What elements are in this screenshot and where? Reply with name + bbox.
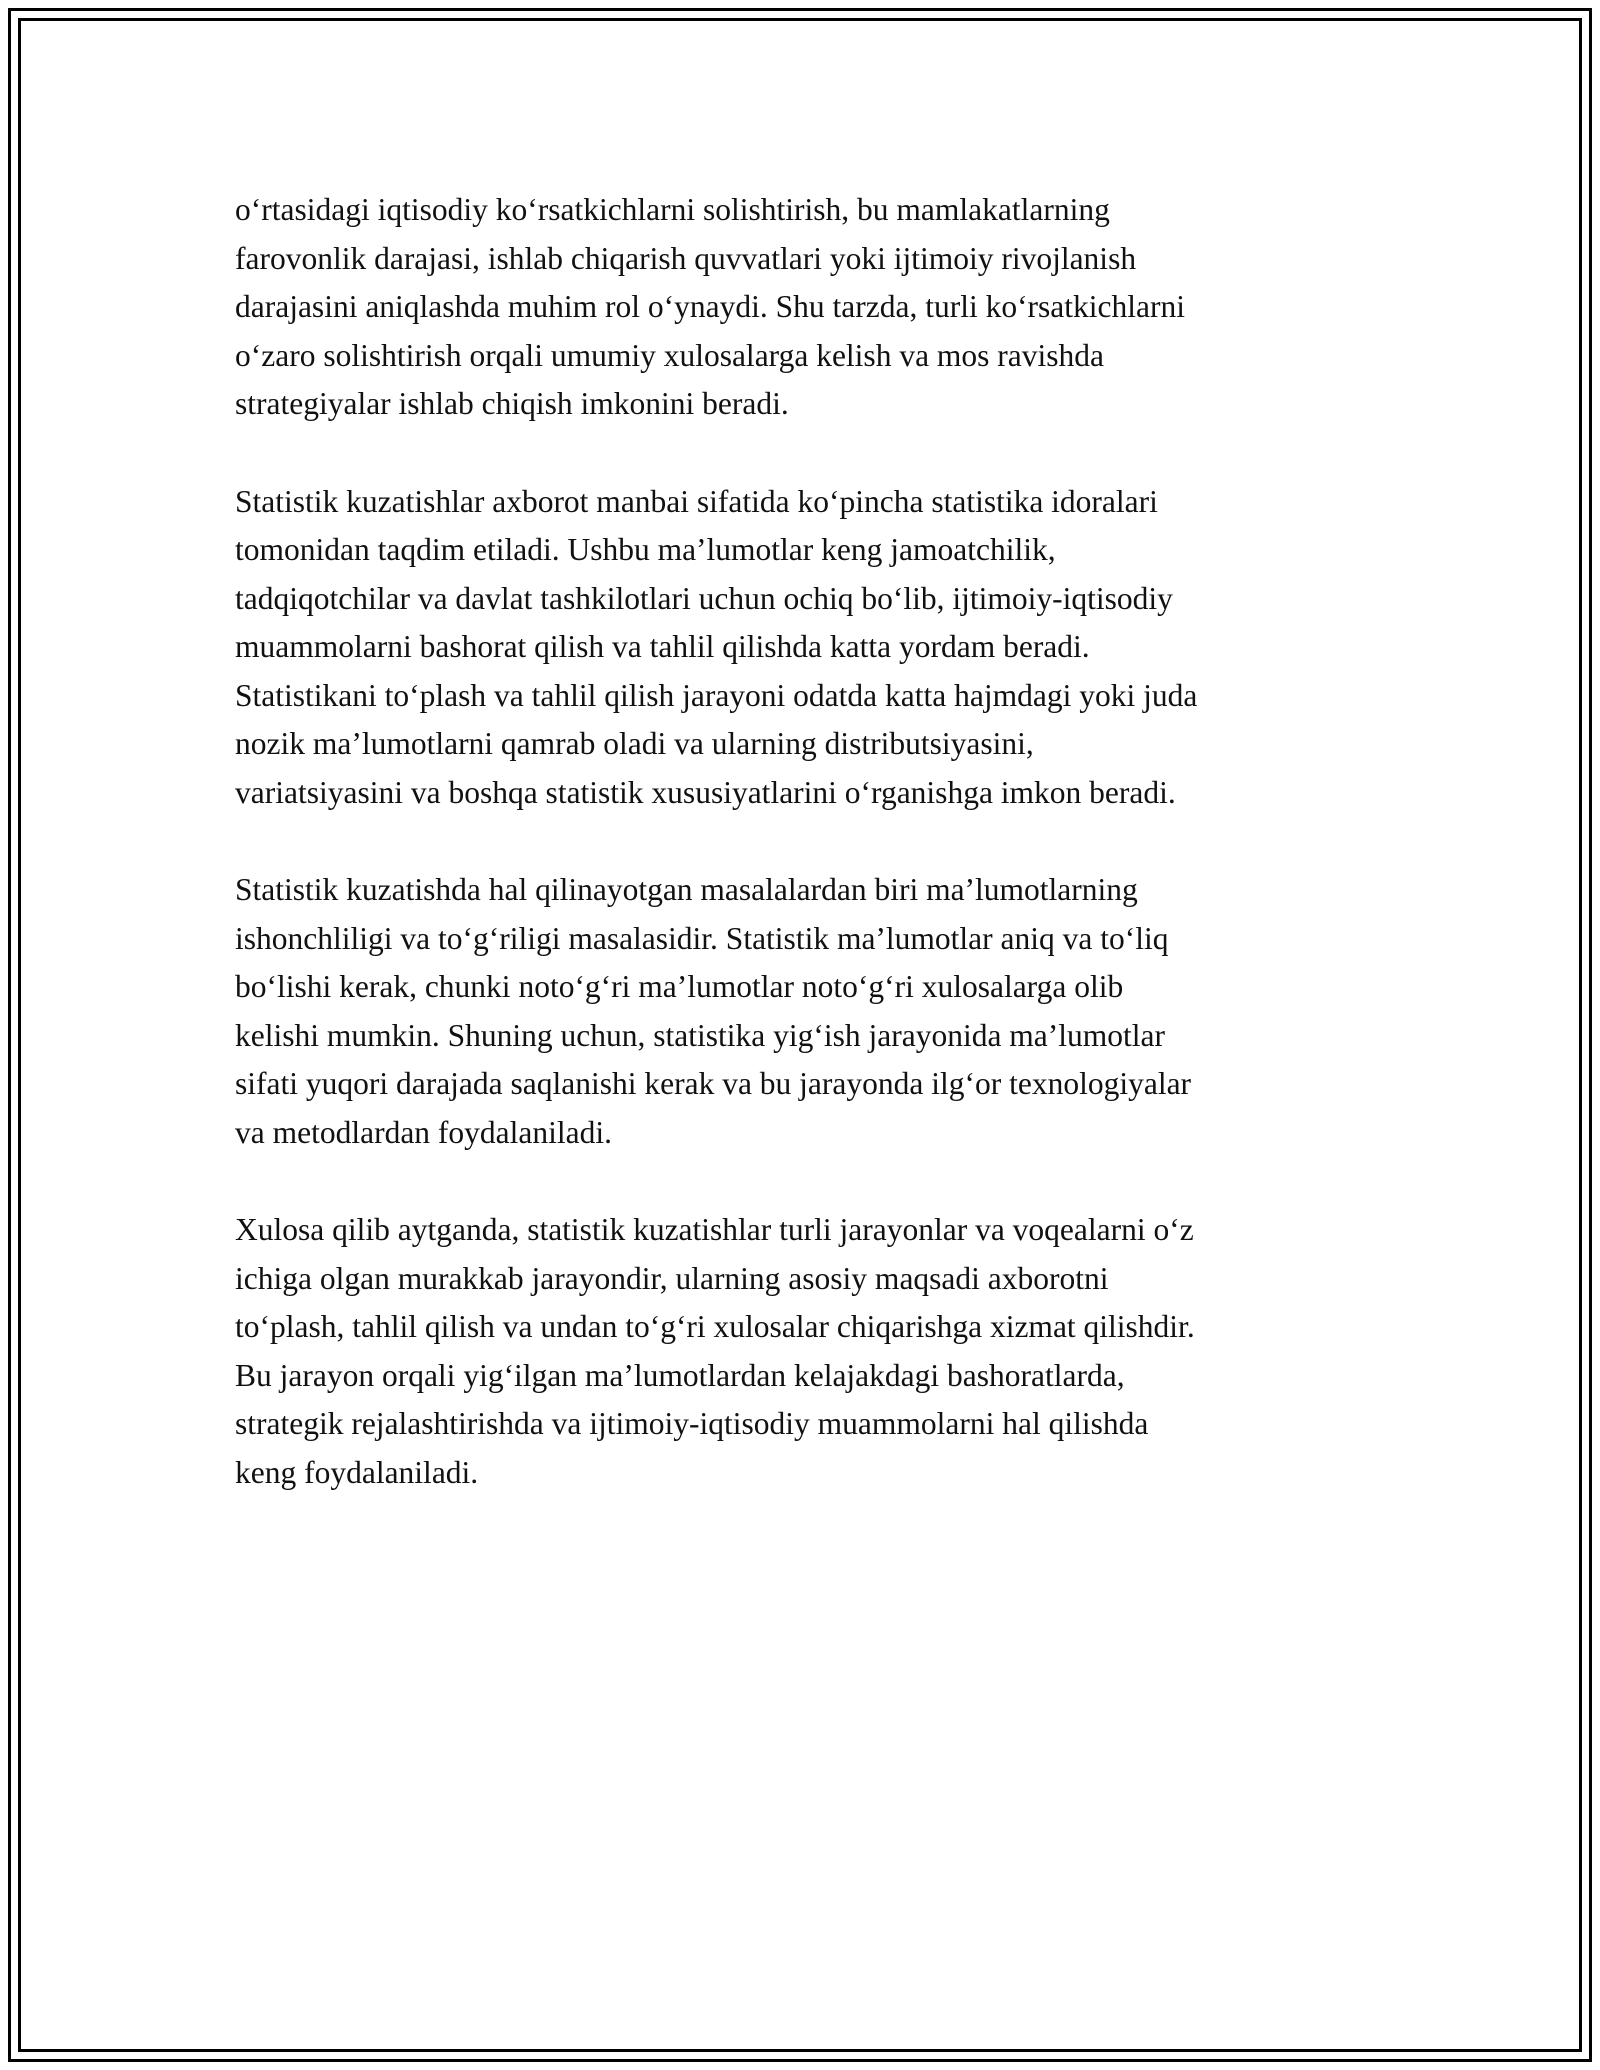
text-line: tomonidan taqdim etiladi. Ushbu ma’lumotlar keng jamoatchilik,	[235, 532, 1056, 567]
paragraph-4	[235, 1206, 1365, 1497]
text-line: strategik rejalashtirishda va ijtimoiy-iqtisodiy muammolarni hal qilishda	[235, 1406, 1149, 1441]
text-line: va metodlardan foydalaniladi.	[235, 1114, 612, 1150]
text-line: keng foydalaniladi.	[235, 1454, 479, 1490]
text-line: darajasini aniqlashda muhim rol o‘ynaydi. Shu tarzda, turli ko‘rsatkichlarni	[235, 289, 1185, 324]
text-line: tadqiqotchilar va davlat tashkilotlari uchun ochiq bo‘lib, ijtimoiy-iqtisodiy	[235, 580, 1173, 616]
text-line: ishonchliligi va to‘g‘riligi masalasidir. Statistik ma’lumotlar aniq va to‘liq	[235, 920, 1169, 956]
text-line: muammolarni bashorat qilish va tahlil qilishda katta yordam beradi.	[235, 629, 1090, 664]
paragraph-1	[235, 186, 1365, 429]
paragraph-3	[235, 866, 1365, 1157]
text-line: Statistikani to‘plash va tahlil qilish jarayoni odatda katta hajmdagi yoki juda	[235, 677, 1198, 713]
text-line: o‘rtasidagi iqtisodiy ko‘rsatkichlarni solishtirish, bu mamlakatlarning	[235, 192, 1110, 227]
text-line: Bu jarayon orqali yig‘ilgan ma’lumotlardan kelajakdagi bashoratlarda,	[235, 1357, 1125, 1393]
text-line: farovonlik darajasi, ishlab chiqarish quvvatlari yoki ijtimoiy rivojlanish	[235, 240, 1137, 276]
text-line: o‘zaro solishtirish orqali umumiy xulosalarga kelish va mos ravishda	[235, 337, 1105, 373]
text-line: nozik ma’lumotlarni qamrab oladi va ularning distributsiyasini,	[235, 726, 1034, 761]
paragraph-2	[235, 478, 1365, 818]
text-line: ichiga olgan murakkab jarayondir, ularning asosiy maqsadi axborotni	[235, 1260, 1109, 1296]
text-line: strategiyalar ishlab chiqish imkonini beradi.	[235, 386, 789, 421]
text-line: kelishi mumkin. Shuning uchun, statistika yig‘ish jarayonida ma’lumotlar	[235, 1017, 1166, 1053]
text-line: variatsiyasini va boshqa statistik xususiyatlarini o‘rganishga imkon beradi.	[235, 774, 1176, 810]
text-line: Statistik kuzatishda hal qilinayotgan masalalardan biri ma’lumotlarning	[235, 872, 1138, 907]
text-line: sifati yuqori darajada saqlanishi kerak va bu jarayonda ilg‘or texnologiyalar	[235, 1066, 1192, 1101]
text-line: bo‘lishi kerak, chunki noto‘g‘ri ma’lumotlar noto‘g‘ri xulosalarga olib	[235, 969, 1124, 1004]
document-body	[235, 186, 1365, 1546]
text-line: Statistik kuzatishlar axborot manbai sifatida ko‘pincha statistika idoralari	[235, 483, 1158, 519]
text-line: to‘plash, tahlil qilish va undan to‘g‘ri xulosalar chiqarishga xizmat qilishdir.	[235, 1309, 1195, 1344]
text-line: Xulosa qilib aytganda, statistik kuzatishlar turli jarayonlar va voqealarni o‘z	[235, 1212, 1194, 1247]
